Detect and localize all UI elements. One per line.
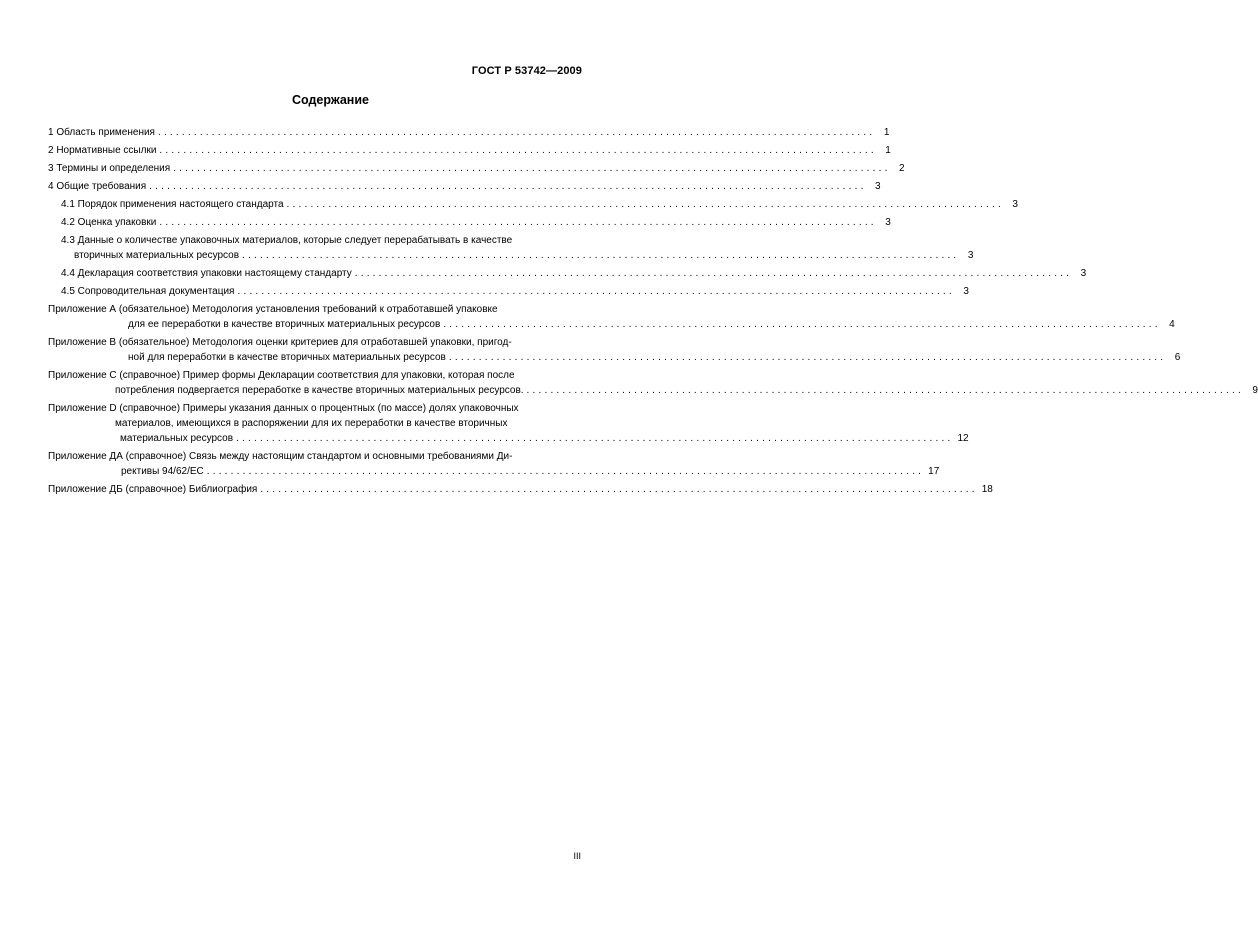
toc-entry-2[interactable] <box>48 143 891 158</box>
toc-entry-appendix-c[interactable] <box>48 368 1258 398</box>
toc-page-number: 9 <box>1252 385 1258 396</box>
toc-entry-3[interactable] <box>48 161 905 176</box>
toc-entry-label-continued: потребления подвергается переработке в качестве вторичных материальных ресурсов. <box>115 385 524 396</box>
toc-page-number: 2 <box>899 163 905 174</box>
toc-entry-label-continued: рективы 94/62/ЕС <box>121 466 204 477</box>
toc-entry-label: Приложение С (справочное) Пример формы Декларации соответствия для упаковки, которая после <box>48 370 515 381</box>
page-number: III <box>573 851 581 861</box>
dot-leader: ........................................................................................................................ <box>260 484 978 495</box>
toc-entry-label: 3 Термины и определения <box>48 163 171 174</box>
page-title: Содержание <box>291 93 369 107</box>
toc-entry-label-continued: материальных ресурсов <box>120 433 234 444</box>
toc-entry-label: 4.5 Сопроводительная документация <box>61 286 235 297</box>
toc-page-number: 3 <box>1080 268 1087 279</box>
toc-entry-label: 4.4 Декларация соответствия упаковки настоящему стандарту <box>61 268 352 279</box>
toc-entry-label-continued: ной для переработки в качестве вторичных материальных ресурсов <box>128 352 446 363</box>
toc-entry-label: 4.1 Порядок применения настоящего стандарта <box>61 199 284 210</box>
toc-entry-4-1[interactable] <box>48 197 1018 212</box>
toc-entry-label: Приложение ДБ (справочное) Библиография <box>48 484 258 495</box>
toc-entry-label: 4.3 Данные о количестве упаковочных материалов, которые следует перерабатывать в качестве <box>61 235 513 246</box>
table-of-contents <box>48 125 1258 497</box>
toc-page-number: 3 <box>885 217 891 228</box>
toc-entry-4-2[interactable] <box>48 215 891 230</box>
toc-page-number: 12 <box>957 433 969 444</box>
toc-entry-label-continued: вторичных материальных ресурсов <box>74 250 240 261</box>
dot-leader: ........................................................................................................................ <box>236 433 954 444</box>
toc-entry-label: Приложение А (обязательное) Методология установления требований к отработавшей упаковке <box>48 304 498 315</box>
dot-leader: ........................................................................................................................ <box>206 466 925 477</box>
toc-entry-appendix-da[interactable] <box>48 449 940 479</box>
dot-leader: ........................................................................................................................ <box>159 217 877 228</box>
toc-page-number: 18 <box>981 484 993 495</box>
dot-leader: ........................................................................................................................ <box>286 199 1004 210</box>
dot-leader: ........................................................................................................................ <box>242 250 960 261</box>
toc-entry-label: Приложение D (справочное) Примеры указания данных о процентных (по массе) долях упаковочных <box>48 403 519 414</box>
dot-leader: ........................................................................................................................ <box>159 145 877 156</box>
toc-page-number: 1 <box>885 145 891 156</box>
document-code: ГОСТ Р 53742—2009 <box>471 65 582 77</box>
toc-entry-label-continued: материалов, имеющихся в распоряжении для их переработки в качестве вторичных <box>115 418 508 429</box>
toc-entry-appendix-a[interactable] <box>48 302 1175 332</box>
toc-entry-label: Приложение ДА (справочное) Связь между настоящим стандартом и основными требованиями Ди- <box>48 451 513 462</box>
dot-leader: ........................................................................................................................ <box>443 319 1161 330</box>
toc-page-number: 1 <box>883 127 890 138</box>
toc-page-number: 3 <box>963 286 969 297</box>
toc-entry-label-continued: для ее переработки в качестве вторичных материальных ресурсов <box>128 319 441 330</box>
toc-entry-label: 4.2 Оценка упаковки <box>61 217 157 228</box>
toc-page-number: 3 <box>875 181 881 192</box>
toc-entry-1[interactable] <box>48 125 890 140</box>
toc-entry-appendix-b[interactable] <box>48 335 1181 365</box>
dot-leader: ........................................................................................................................ <box>157 127 876 138</box>
dot-leader: ........................................................................................................................ <box>149 181 867 192</box>
toc-entry-label: 1 Область применения <box>48 127 155 138</box>
toc-entry-label: Приложение В (обязательное) Методология оценки критериев для отработавшей упаковки, пригод- <box>48 337 512 348</box>
toc-entry-appendix-d[interactable] <box>48 401 969 446</box>
toc-entry-4-5[interactable] <box>48 284 969 299</box>
toc-page-number: 6 <box>1174 352 1181 363</box>
toc-page-number: 17 <box>928 466 940 477</box>
toc-entry-4-4[interactable] <box>48 266 1087 281</box>
dot-leader: ........................................................................................................................ <box>526 385 1244 396</box>
dot-leader: ........................................................................................................................ <box>448 352 1167 363</box>
dot-leader: ........................................................................................................................ <box>173 163 891 174</box>
dot-leader: ........................................................................................................................ <box>354 268 1073 279</box>
dot-leader: ........................................................................................................................ <box>237 286 955 297</box>
toc-entry-label: 4 Общие требования <box>48 181 147 192</box>
toc-page-number: 3 <box>1012 199 1018 210</box>
toc-entry-4[interactable] <box>48 179 881 194</box>
toc-page-number: 4 <box>1169 319 1175 330</box>
toc-page-number: 3 <box>967 250 974 261</box>
toc-entry-label: 2 Нормативные ссылки <box>48 145 157 156</box>
toc-entry-4-3[interactable] <box>48 233 974 263</box>
toc-entry-appendix-db[interactable] <box>48 482 993 497</box>
